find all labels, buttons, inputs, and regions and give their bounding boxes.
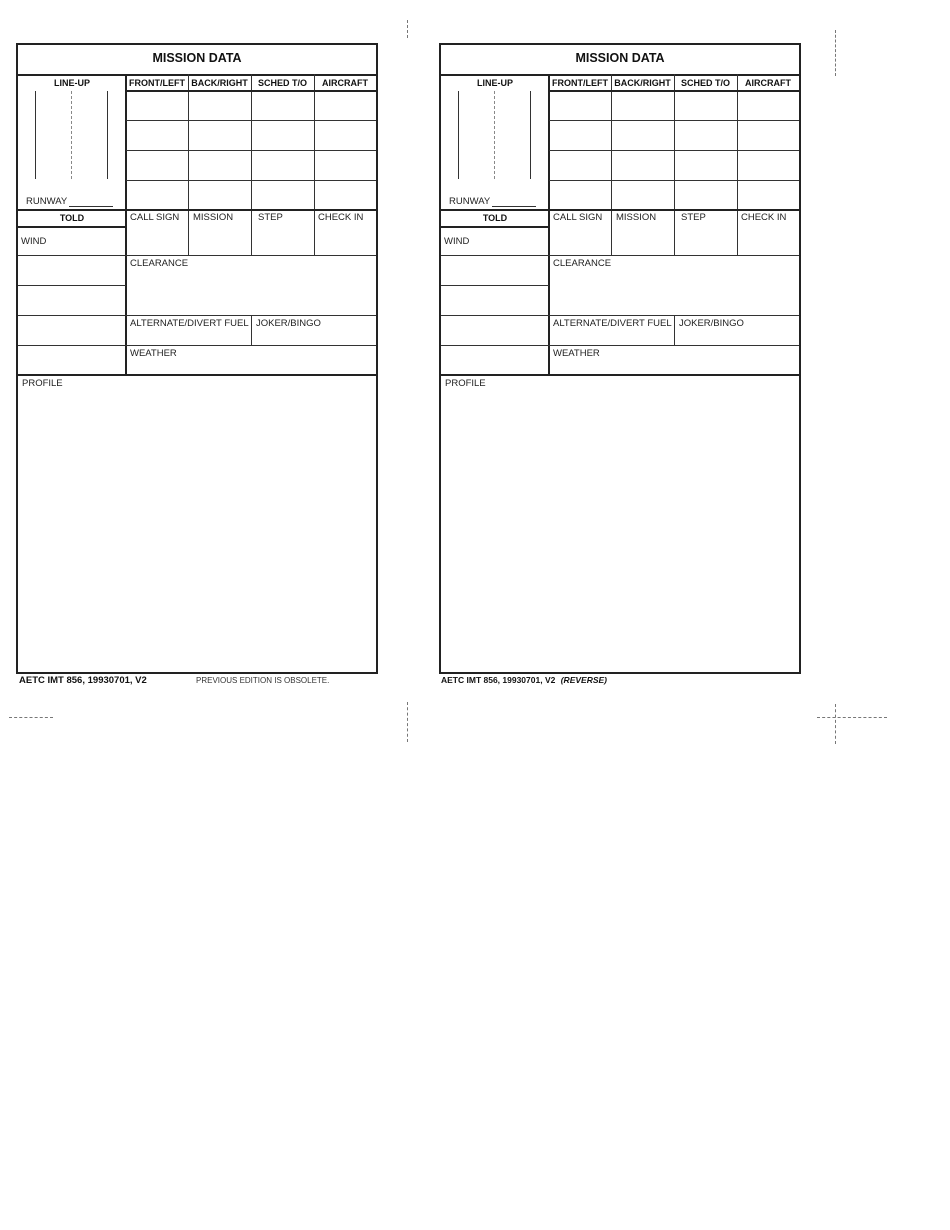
header-line-up: LINE-UP — [54, 78, 90, 88]
alternate-divert-fuel-label: ALTERNATE/DIVERT FUEL — [130, 318, 249, 329]
form-id-footer-reverse: AETC IMT 856, 19930701, V2 (REVERSE) — [441, 675, 608, 685]
header-aircraft: AIRCRAFT — [322, 78, 368, 88]
mission-data-form-front — [16, 43, 378, 674]
divider — [441, 345, 799, 346]
back-right-cell-1[interactable] — [613, 92, 673, 119]
header-sched-to: SCHED T/O — [257, 78, 307, 88]
divider — [674, 315, 675, 345]
divider — [441, 315, 799, 316]
runway-edge-line — [458, 91, 459, 179]
profile-area[interactable] — [443, 391, 797, 670]
aircraft-cell-1[interactable] — [316, 92, 376, 119]
header-front-left: FRONT/LEFT — [552, 78, 608, 88]
front-left-cell-1[interactable] — [127, 92, 187, 119]
profile-label: PROFILE — [445, 378, 486, 389]
mission-data-form-reverse — [439, 43, 801, 674]
sched-to-cell-1[interactable] — [253, 92, 313, 119]
divider — [126, 120, 376, 121]
joker-bingo-label: JOKER/BINGO — [256, 318, 321, 329]
form-id-footer: AETC IMT 856, 19930701, V2 — [19, 675, 147, 686]
divider — [314, 74, 315, 255]
divider — [441, 255, 799, 256]
runway-centerline — [494, 91, 495, 179]
step-label: STEP — [258, 212, 283, 223]
told-label: TOLD — [59, 213, 85, 223]
runway-edge-line — [107, 91, 108, 179]
step-label: STEP — [681, 212, 706, 223]
divider — [441, 209, 799, 211]
divider — [18, 209, 376, 211]
crop-mark — [835, 30, 836, 76]
divider — [126, 150, 376, 151]
divider — [441, 374, 799, 376]
joker-bingo-label: JOKER/BINGO — [679, 318, 744, 329]
crop-mark — [817, 717, 887, 718]
aircraft-cell-1[interactable] — [739, 92, 799, 119]
crop-mark — [835, 704, 836, 744]
crop-mark — [9, 717, 53, 718]
reverse-label: (REVERSE) — [560, 675, 608, 685]
header-line-up: LINE-UP — [477, 78, 513, 88]
runway-centerline — [71, 91, 72, 179]
divider — [18, 374, 376, 376]
divider — [441, 285, 549, 286]
divider — [126, 180, 376, 181]
mission-label: MISSION — [193, 212, 234, 223]
obsolete-notice: PREVIOUS EDITION IS OBSOLETE. — [196, 676, 330, 685]
runway-field[interactable]: RUNWAY — [449, 196, 536, 207]
divider — [18, 255, 376, 256]
divider — [188, 74, 189, 255]
divider — [441, 74, 799, 76]
wind-label: WIND — [21, 236, 47, 247]
divider — [549, 180, 799, 181]
front-left-cell-1[interactable] — [550, 92, 610, 119]
form-title: MISSION DATA — [152, 51, 242, 65]
runway-edge-line — [35, 91, 36, 179]
divider — [251, 74, 252, 255]
fold-mark — [407, 702, 408, 742]
divider — [18, 74, 376, 76]
divider — [611, 74, 612, 255]
header-aircraft: AIRCRAFT — [745, 78, 791, 88]
fold-mark — [407, 20, 408, 38]
weather-label: WEATHER — [130, 348, 177, 359]
divider — [18, 345, 376, 346]
told-label: TOLD — [482, 213, 508, 223]
runway-field[interactable]: RUNWAY — [26, 196, 113, 207]
call-sign-label: CALL SIGN — [130, 212, 180, 223]
divider — [251, 315, 252, 345]
divider — [18, 285, 126, 286]
runway-edge-line — [530, 91, 531, 179]
header-sched-to: SCHED T/O — [680, 78, 730, 88]
check-in-label: CHECK IN — [741, 212, 787, 223]
divider — [549, 120, 799, 121]
alternate-divert-fuel-label: ALTERNATE/DIVERT FUEL — [553, 318, 672, 329]
divider — [549, 150, 799, 151]
divider — [674, 74, 675, 255]
divider — [737, 74, 738, 255]
weather-label: WEATHER — [553, 348, 600, 359]
profile-area[interactable] — [20, 391, 374, 670]
check-in-label: CHECK IN — [318, 212, 364, 223]
clearance-label: CLEARANCE — [553, 258, 612, 269]
mission-label: MISSION — [616, 212, 657, 223]
header-back-right: BACK/RIGHT — [191, 78, 248, 88]
clearance-label: CLEARANCE — [130, 258, 189, 269]
header-back-right: BACK/RIGHT — [614, 78, 671, 88]
divider — [441, 226, 549, 228]
sched-to-cell-1[interactable] — [676, 92, 736, 119]
back-right-cell-1[interactable] — [190, 92, 250, 119]
header-front-left: FRONT/LEFT — [129, 78, 185, 88]
form-title: MISSION DATA — [575, 51, 665, 65]
divider — [18, 315, 376, 316]
divider — [18, 226, 126, 228]
wind-label: WIND — [444, 236, 470, 247]
call-sign-label: CALL SIGN — [553, 212, 603, 223]
profile-label: PROFILE — [22, 378, 63, 389]
